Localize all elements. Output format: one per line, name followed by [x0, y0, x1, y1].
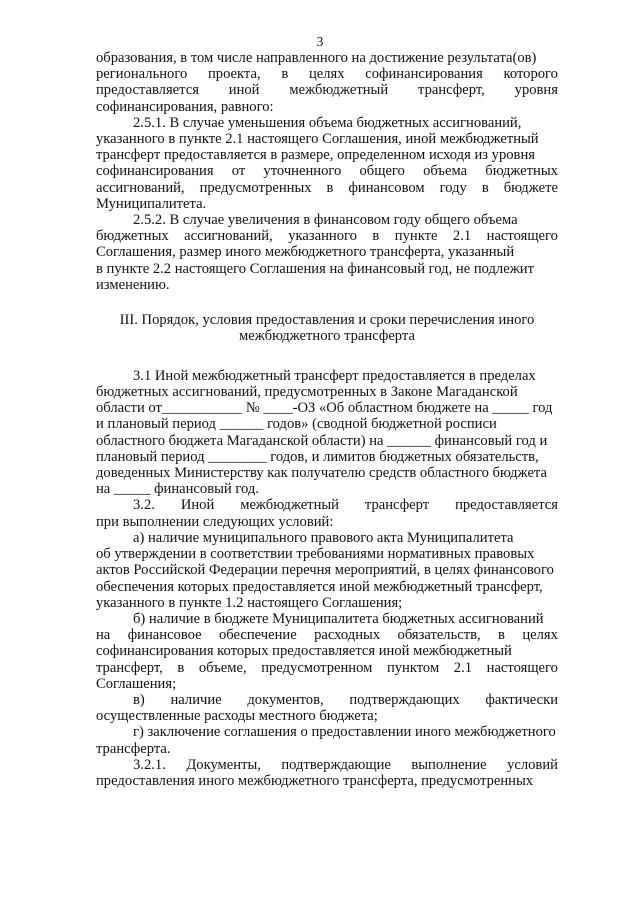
text-line: 2.5.2. В случае увеличения в финансовом году общего объема [133, 212, 518, 229]
word: подтверждающих [349, 691, 460, 708]
text-line: б) наличие в бюджете Муниципалитета бюджетных ассигнований [133, 610, 544, 627]
word: объема [423, 163, 468, 180]
word: целях [522, 627, 558, 644]
word: ассигнований, [184, 228, 273, 245]
text-line: 3.1 Иной межбюджетный трансферт предоставляется в пределах [133, 367, 536, 384]
word: предоставляется [96, 82, 199, 99]
text-line [96, 228, 558, 244]
text-line: софинансирования, равного: [96, 98, 274, 115]
text-line: Муниципалитета. [96, 195, 207, 212]
word: уточненного [263, 163, 342, 180]
word: целях [308, 66, 345, 83]
word: которого [503, 66, 558, 83]
text-line: при выполнении следующих условий: [96, 513, 334, 530]
paragraph-2-5-2 [96, 212, 558, 293]
condition-b [96, 611, 558, 692]
word: условий [507, 756, 558, 773]
word: Иной [180, 497, 215, 514]
word: обязательств, [397, 627, 481, 644]
word: 3.2. [133, 497, 155, 514]
text-line [96, 627, 558, 643]
word: финансовом [348, 179, 425, 196]
word: софинансирования [365, 66, 483, 83]
paragraph-2-5-intro [96, 50, 558, 115]
text-line [96, 660, 558, 676]
text-line: в пункте 2.2 настоящего Соглашения на финансовый год, не подлежит [96, 260, 534, 277]
word: в [481, 179, 489, 196]
word: бюджетных [485, 163, 558, 180]
text-line: Соглашения; [96, 675, 177, 692]
text-line: софинансирования которых предоставляется иной межбюджетный [96, 643, 512, 660]
word: Документы, [186, 756, 261, 773]
word: финансовое [127, 627, 202, 644]
word: трансферт, [96, 659, 163, 676]
text-line [96, 180, 558, 196]
word: пункте [394, 228, 438, 245]
text-line [96, 497, 558, 513]
word: расходных [314, 627, 381, 644]
text-line: актов Российской Федерации перечня мероприятий, в целях финансового [96, 562, 554, 579]
word: настоящего [486, 228, 558, 245]
word: 2.1 [453, 659, 473, 676]
word: уровня [514, 82, 558, 99]
word: году [439, 179, 467, 196]
word: пунктом [386, 659, 440, 676]
word: в [372, 228, 380, 245]
text-line: а) наличие муниципального правового акта Муниципалитета [133, 529, 514, 546]
text-line: Соглашения, размер иного межбюджетного трансферта, указанный [96, 244, 515, 261]
text-line [96, 82, 558, 98]
page-number: 3 [316, 34, 324, 49]
word: предусмотренных [199, 179, 312, 196]
word: настоящего [486, 659, 558, 676]
text-line: образования, в том числе направленного на достижение результата(ов) [96, 50, 537, 66]
word: 3.2.1. [133, 756, 166, 773]
text-line: г) заключение соглашения о предоставлении иного межбюджетного [133, 724, 556, 741]
word: от [231, 163, 246, 180]
word: в [498, 627, 505, 644]
word: 2.1 [452, 228, 472, 245]
text-line: областного бюджета Магаданской области) на ______ финансовый год и [96, 432, 548, 449]
word: в [177, 659, 185, 676]
text-line: 2.5.1. В случае уменьшения объема бюджетных ассигнований, [133, 114, 522, 131]
word: регионального [96, 66, 188, 83]
paragraph-2-5-1 [96, 115, 558, 212]
text-line: обеспечения которых предоставляется иной межбюджетный трансферт, [96, 578, 543, 595]
text-line: и плановый период ______ годов» (сводной бюджетной росписи [96, 416, 497, 433]
word: в) [133, 691, 145, 708]
text-line: плановый период ________ годов, и лимитов бюджетных обязательств, [96, 448, 539, 465]
section-heading-3 [96, 312, 558, 345]
word: общего [359, 163, 405, 180]
word: на [96, 627, 111, 644]
heading-line: межбюджетного трансферта [239, 328, 415, 345]
text-line [96, 757, 558, 773]
text-line: указанного в пункте 2.1 настоящего Соглашения, иной межбюджетный [96, 131, 539, 148]
text-line [96, 66, 558, 82]
text-line [96, 163, 558, 179]
word: бюджетных [96, 228, 169, 245]
word: трансферт, [418, 82, 485, 99]
heading-line: III. Порядок, условия предоставления и сроки перечисления иного [119, 312, 535, 329]
word: межбюджетный [289, 82, 389, 99]
word: документов, [247, 691, 324, 708]
word: в [281, 66, 289, 83]
word: проекта, [207, 66, 261, 83]
paragraph-3-2 [96, 497, 558, 529]
word: объеме, [198, 659, 247, 676]
word: фактически [485, 691, 558, 708]
condition-a [96, 530, 558, 611]
text-line: трансферт предоставляется в размере, определенном исходя из уровня [96, 147, 535, 164]
word: в [326, 179, 334, 196]
text-line: области от___________ № ____-ОЗ «Об областном бюджете на _____ год [96, 400, 553, 417]
text-line: доведенных Министерству как получателю средств областного бюджета [96, 465, 547, 482]
word: ассигнований, [96, 179, 185, 196]
word: предоставляется [455, 497, 558, 514]
word: подтверждающие [281, 756, 391, 773]
text-line: об утверждении в соответствии требованиями нормативных правовых [96, 546, 535, 563]
condition-v [96, 692, 558, 724]
paragraph-3-1 [96, 368, 558, 498]
word: наличие [170, 691, 222, 708]
text-line: трансферта. [96, 740, 171, 757]
word: указанного [288, 228, 357, 245]
text-line: изменению. [96, 276, 170, 293]
word: трансферт [364, 497, 430, 514]
document-body [96, 50, 558, 789]
text-line: предоставления иного межбюджетного трансферта, предусмотренных [96, 772, 534, 789]
word: предусмотренном [261, 659, 373, 676]
word: обеспечение [219, 627, 297, 644]
paragraph-3-2-1 [96, 757, 558, 789]
word: софинансирования [96, 163, 214, 180]
word: бюджете [503, 179, 558, 196]
text-line: осуществленные расходы местного бюджета; [96, 708, 378, 725]
word: иной [228, 82, 260, 99]
text-line: указанного в пункте 1.2 настоящего Соглашения; [96, 594, 403, 611]
condition-g [96, 724, 558, 756]
word: выполнение [411, 756, 487, 773]
text-line [96, 692, 558, 708]
word: межбюджетный [240, 497, 339, 514]
text-line: на _____ финансовый год. [96, 481, 259, 498]
text-line: бюджетных ассигнований, предусмотренных в Законе Магаданской [96, 384, 518, 401]
